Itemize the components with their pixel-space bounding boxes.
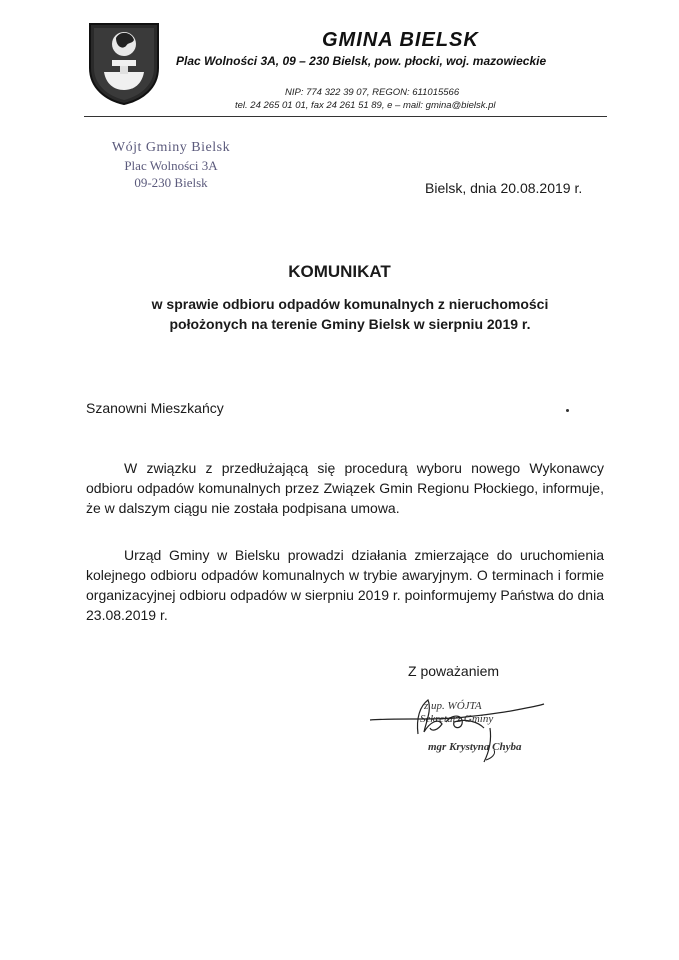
- office-stamp: [96, 140, 246, 191]
- signature-stamp-line-2: Sekretarz Gminy: [420, 713, 494, 725]
- signatory-name: mgr Krystyna Chyba: [428, 741, 522, 753]
- stamp-line-2: Plac Wolności 3A: [124, 158, 218, 173]
- stamp-line-3: 09-230 Bielsk: [134, 175, 208, 190]
- greeting: Szanowni Mieszkańcy: [86, 400, 224, 416]
- signature-stamp-line-1: z up. WÓJTA: [424, 700, 482, 712]
- coat-of-arms-icon: [88, 22, 160, 106]
- stamp-line-1: Wójt Gminy Bielsk: [111, 140, 231, 155]
- paragraph-2-text: Urząd Gminy w Bielsku prowadzi działania zmierzające do uruchomienia kolejnego odbioru odpadów komunalnych w trybie awaryjnym. O terminach i formie organizacyjnej odbioru odpadów w sierpniu 2019 r. poinformujemy Państwa do dnia 23.08.2019 r.: [86, 547, 604, 623]
- subtitle-line-2: położonych na terenie Gminy Bielsk w sierpniu 2019 r.: [169, 316, 531, 332]
- paragraph-2: [86, 545, 604, 625]
- closing-phrase: Z poważaniem: [408, 663, 500, 679]
- municipality-ids: NIP: 774 322 39 07, REGON: 611015566: [285, 87, 460, 98]
- stray-mark: [566, 409, 569, 412]
- handwritten-signature: [366, 688, 546, 768]
- header-divider: [84, 116, 607, 117]
- paragraph-1: [86, 458, 604, 518]
- municipality-address: Plac Wolności 3A, 09 – 230 Bielsk, pow. płocki, woj. mazowieckie: [176, 54, 547, 68]
- letter-date: Bielsk, dnia 20.08.2019 r.: [425, 180, 583, 196]
- subtitle-line-1: w sprawie odbioru odpadów komunalnych z nieruchomości: [151, 296, 549, 312]
- paragraph-1-text: W związku z przedłużającą się procedurą wyboru nowego Wykonawcy odbioru odpadów komunalnych przez Związek Gmin Regionu Płockiego, informuje, że w dalszym ciągu nie została podpisana umowa.: [86, 460, 604, 516]
- document-title: KOMUNIKAT: [288, 262, 391, 281]
- municipality-name: GMINA BIELSK: [322, 29, 479, 51]
- document-subtitle: [100, 294, 600, 334]
- municipality-contact: tel. 24 265 01 01, fax 24 261 51 89, e – mail: gmina@bielsk.pl: [235, 100, 496, 111]
